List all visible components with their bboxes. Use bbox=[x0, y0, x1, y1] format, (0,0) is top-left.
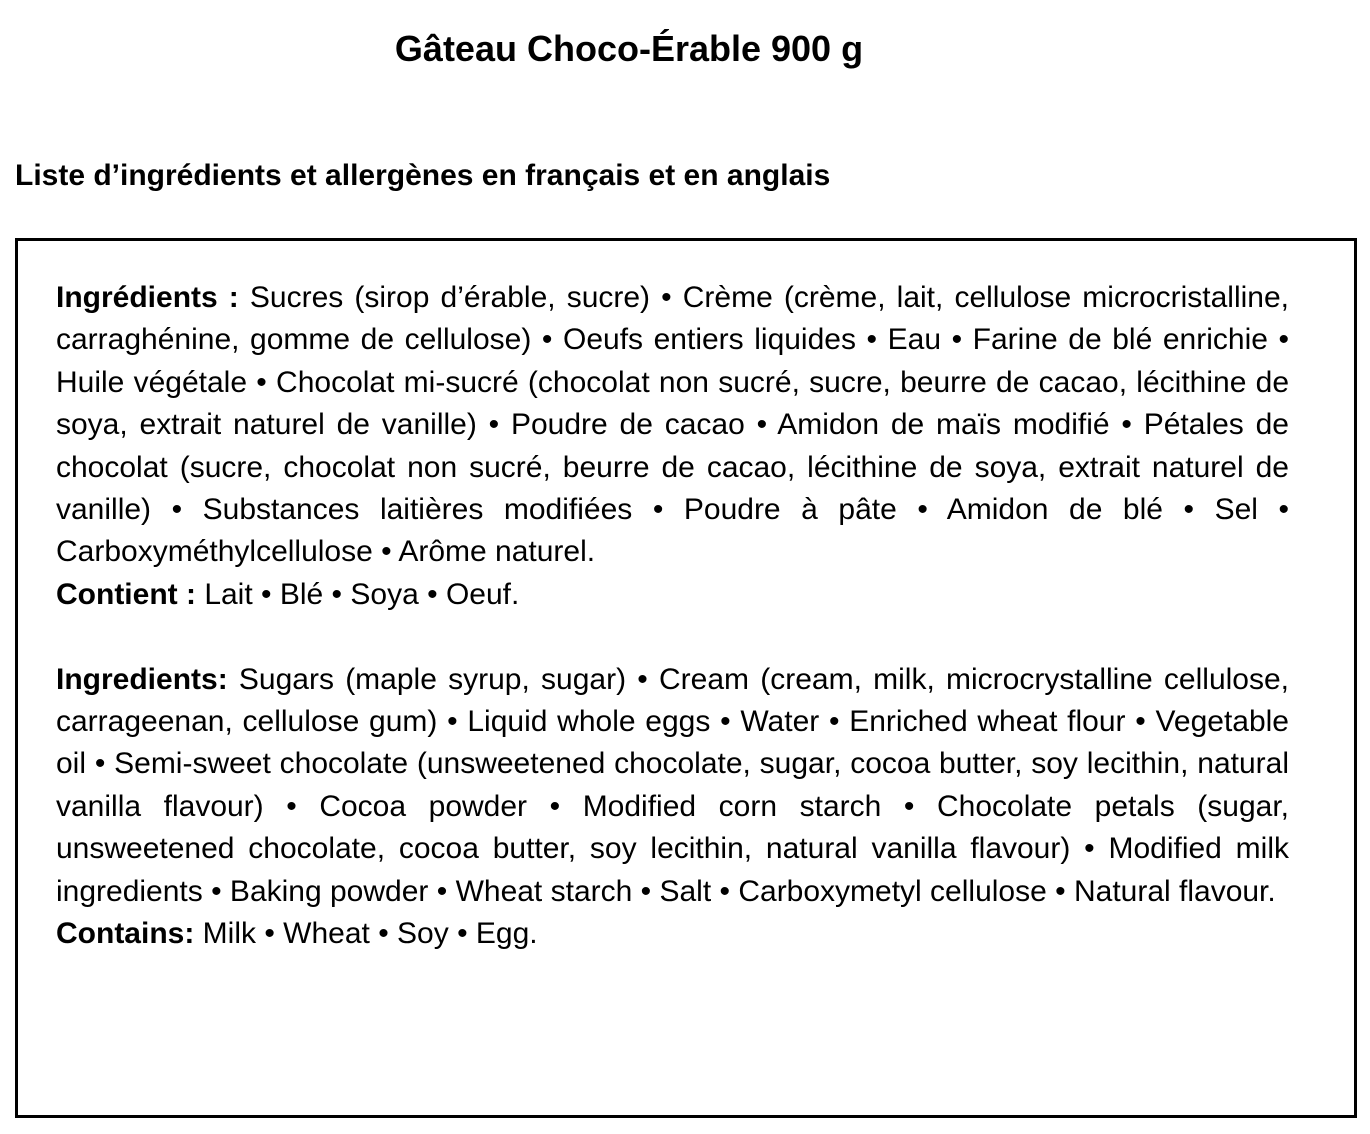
french-contains-text: Lait • Blé • Soya • Oeuf. bbox=[204, 577, 520, 611]
english-contains-line bbox=[56, 913, 1289, 955]
ingredients-box bbox=[15, 238, 1357, 1118]
english-contains-label: Contains: bbox=[56, 917, 195, 951]
document-title: Gâteau Choco-Érable 900 g bbox=[394, 28, 864, 69]
english-contains-text: Milk • Wheat • Soy • Egg. bbox=[202, 917, 538, 951]
ingredients-content bbox=[56, 277, 1289, 955]
french-contains-line bbox=[56, 574, 1289, 616]
section-spacer bbox=[56, 616, 1289, 658]
french-contains-label: Contient : bbox=[56, 577, 196, 611]
french-ingredients-text: Sucres (sirop d’érable, sucre) • Crème (crème, lait, cellulose microcristalline, carraghénine, gomme de cellulose) • Oeufs entiers liquides • Eau • Farine de blé enrichie • Huile végétale • Chocolat mi-sucré (chocolat non sucré, sucre, beurre de cacao, lécithine de soya, extrait naturel de vanille) • Poudre de cacao • Amidon de maïs modifié • Pétales de chocolat (sucre, chocolat non sucré, beurre de cacao, lécithine de soya, extrait naturel de vanille) • Substances laitières modifiées • Poudre à pâte • Amidon de blé • Sel • Carboxyméthylcellulose • Arôme naturel. bbox=[56, 281, 1290, 569]
french-ingredients-paragraph bbox=[56, 277, 1289, 574]
english-ingredients-paragraph bbox=[56, 659, 1289, 913]
document-subtitle: Liste d’ingrédients et allergènes en français et en anglais bbox=[15, 159, 831, 192]
french-ingredients-label: Ingrédients : bbox=[56, 281, 239, 314]
english-ingredients-text: Sugars (maple syrup, sugar) • Cream (cream, milk, microcrystalline cellulose, carrageenan, cellulose gum) • Liquid whole eggs • Water • Enriched wheat flour • Vegetable oil • Semi-sweet chocolate (unsweetened chocolate, sugar, cocoa butter, soy lecithin, natural vanilla flavour) • Cocoa powder • Modified corn starch • Chocolate petals (sugar, unsweetened chocolate, cocoa butter, soy lecithin, natural vanilla flavour) • Modified milk ingredients • Baking powder • Wheat starch • Salt • Carboxymetyl cellulose • Natural flavour. bbox=[56, 662, 1289, 908]
english-ingredients-label: Ingredients: bbox=[56, 662, 228, 696]
